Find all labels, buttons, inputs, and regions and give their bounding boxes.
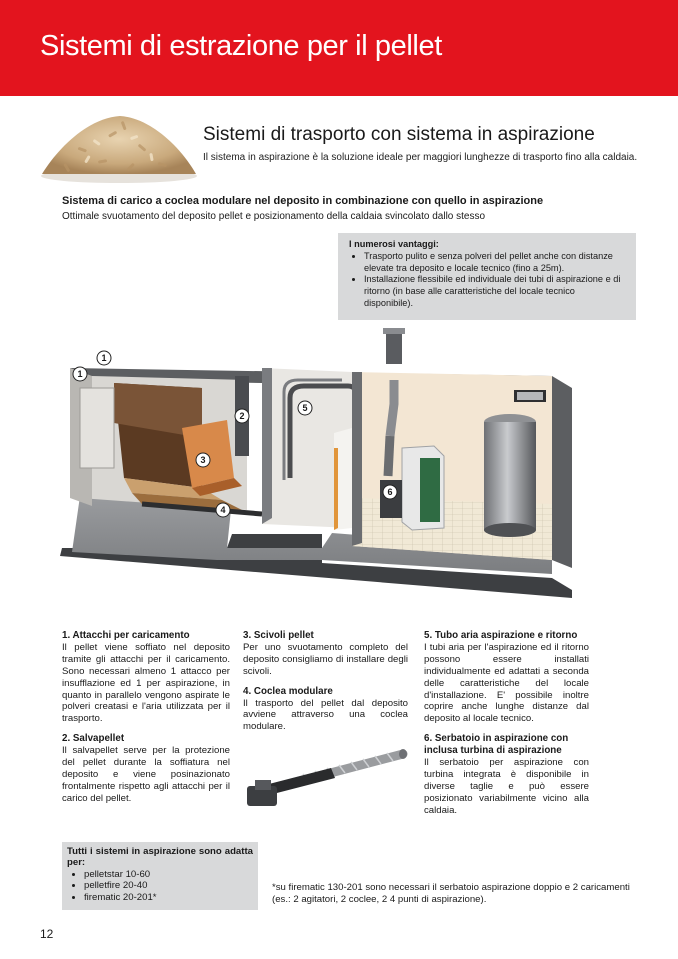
item-3-text: Per uno svuotamento completo del deposito consigliamo di installare degli scivoli. (243, 641, 408, 677)
column-right (424, 630, 589, 825)
auger-image (243, 748, 411, 814)
system-heading: Sistema di carico a coclea modulare nel deposito in combinazione con quello in aspirazione (62, 195, 544, 207)
item-4-text: Il trasporto del pellet dal deposito avviene attraverso una coclea modulare. (243, 697, 408, 733)
compatibility-item: • pelletfire 20-40 (84, 880, 253, 891)
advantage-item: • Installazione flessibile ed individuale dei tubi di aspirazione e di ritorno (in base alle caratteristiche del locale tecnico disponibile). (364, 274, 626, 309)
section-description: Il sistema in aspirazione è la soluzione ideale per maggiori lunghezze di trasporto fino alla caldaia. (203, 152, 638, 163)
page-title: Sistemi di estrazione per il pellet (40, 30, 442, 62)
compatibility-title: Tutti i sistemi in aspirazione sono adatta per: (67, 846, 253, 869)
marker-5: 5 (302, 403, 308, 413)
item-5-text: I tubi aria per l'aspirazione ed il ritorno possono essere installati individualmente ed adattati a seconda delle caratteristiche del locale d'installazione. E' possibile inoltre coprire anche lunghe distanze dal deposito al locale tecnico. (424, 641, 589, 725)
compatibility-list (67, 869, 253, 903)
compatibility-item: • pelletstar 10-60 (84, 869, 253, 880)
marker-4: 4 (220, 505, 226, 515)
column-left (62, 630, 230, 813)
marker-3: 3 (200, 455, 206, 465)
compatibility-item: • firematic 20-201* (84, 892, 253, 903)
advantages-title: I numerosi vantaggi: (349, 239, 439, 249)
compatibility-box (62, 842, 258, 910)
header-banner (0, 0, 678, 96)
advantage-item: • Trasporto pulito e senza polveri del pellet anche con distanze elevate tra deposito e locale tecnico (fino a 25m). (364, 251, 626, 275)
item-2-title: 2. Salvapellet (62, 733, 125, 745)
item-2-text: Il salvapellet serve per la protezione del pellet durante la soffiatura nel deposito e viene posinazionato frontalmente rispetto agli attacchi per il carico del pellet. (62, 745, 230, 804)
marker-2: 2 (239, 411, 245, 421)
item-3-title: 3. Scivoli pellet (243, 630, 314, 641)
system-description: Ottimale svuotamento del deposito pellet e posizionamento della caldaia svincolato dallo stesso (62, 211, 486, 222)
page-number: 12 (40, 927, 54, 941)
item-1-title: 1. Attacchi per caricamento (62, 630, 190, 641)
marker-1b: 1 (77, 369, 83, 379)
pellet-pile-image (38, 108, 200, 184)
marker-1a: 1 (101, 353, 107, 363)
item-6-text: Il serbatoio per aspirazione con turbina integrata è disponibile in diverse taglie e può essere posizionato variabilmente vicino alla caldaia. (424, 757, 589, 816)
cutaway-illustration (52, 328, 592, 608)
column-middle (243, 630, 408, 741)
advantages-list (349, 251, 626, 310)
marker-6: 6 (387, 487, 393, 497)
footnote: *su firematic 130-201 sono necessari il serbatoio aspirazione doppio e 2 caricamenti (es.: 2 agitatori, 2 coclee, 2 4 punti di aspirazione). (272, 882, 630, 905)
section-subtitle: Sistemi di trasporto con sistema in aspirazione (203, 124, 595, 145)
item-6-title: 6. Serbatoio in aspirazione con inclusa turbina di aspirazione (424, 733, 569, 757)
item-4-title: 4. Coclea modulare (243, 685, 333, 697)
item-1-text: Il pellet viene soffiato nel deposito tramite gli attacchi per il caricamento. Sono necessari almeno 1 attacco per insufflazione ed 1 per aspirazione, in quanto in parallelo vengono aspirate le polveri creatasi e l'aria utilizzata per il trasporto. (62, 641, 230, 725)
item-5-title: 5. Tubo aria aspirazione e ritorno (424, 630, 578, 641)
advantages-box (338, 233, 636, 320)
